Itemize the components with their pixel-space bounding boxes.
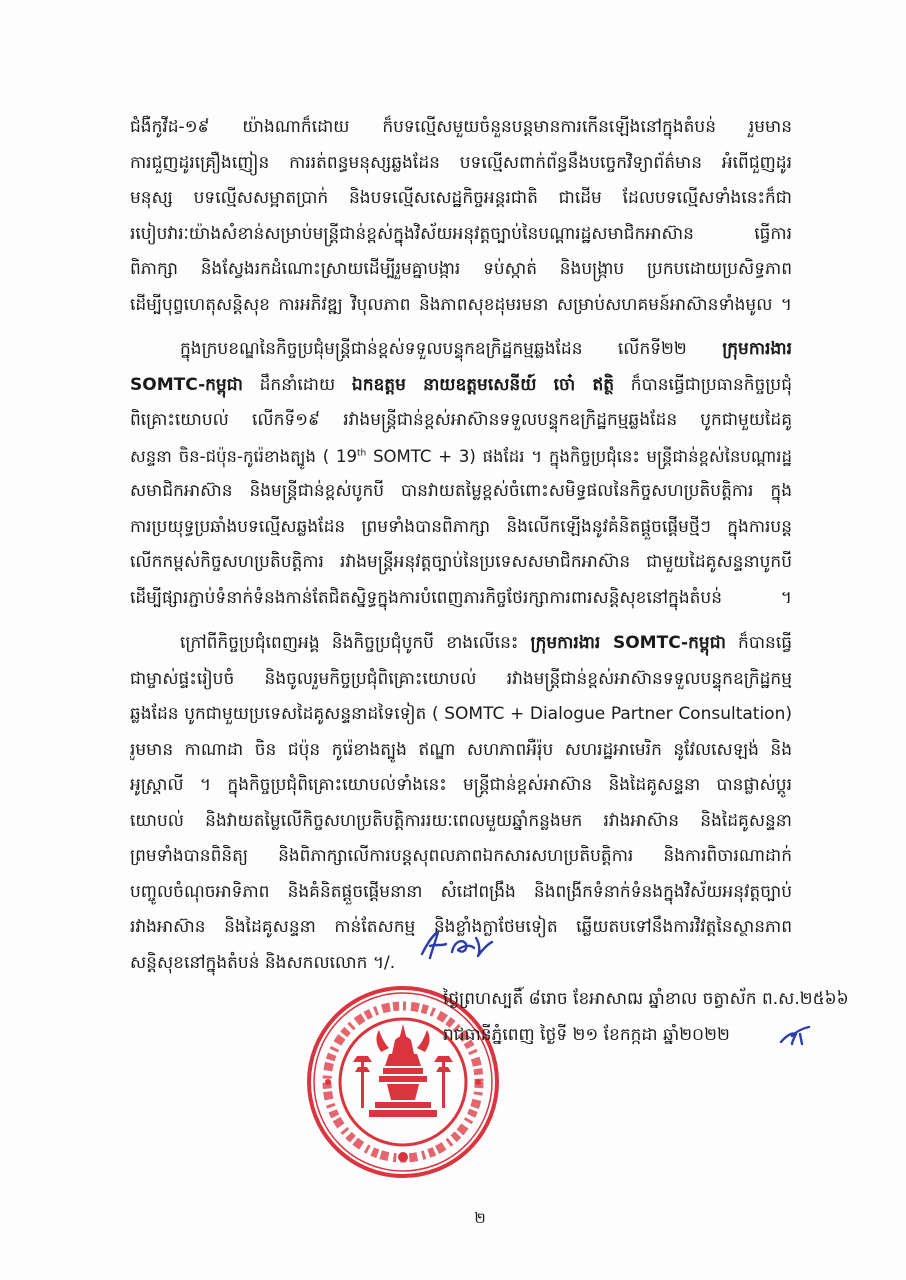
text-span: អូស្ត្រាលី ។ ក្នុងកិច្ចប្រជុំពិគ្រោះយោបល់ទាំងនេះ មន្ត្រីជាន់ខ្ពស់អាស៊ាន និងដៃគូសន្ទនា បានផ្លាស់ប្តូរ xyxy=(130,775,792,795)
text-span: ឆ្លងដែន បូកជាមួយប្រទេសដៃគូសន្ទនាដទៃទៀត ( SOMTC + Dialogue Partner Consultation) xyxy=(130,704,792,724)
text-span: ដើម្បីបុព្វហេតុសន្តិសុខ ការអភិវឌ្ឍ វិបុលភាព និងភាពសុខដុមរមនា សម្រាប់សហគមន៍អាស៊ានទាំងមូល ។ xyxy=(130,294,792,315)
text-span: SOMTC + 3) ផងដែរ ។ ក្នុងកិច្ចប្រជុំនេះ មន្ត្រីជាន់ខ្ពស់នៃបណ្តារដ្ឋ xyxy=(366,446,792,466)
bold-text: ក្រុមការងារ SOMTC-កម្ពុជា xyxy=(530,633,726,653)
text-line xyxy=(130,217,792,253)
lunar-date-line: ថ្ងៃព្រហស្បតិ៍ ៨រោច ខែអាសាឍ ឆ្នាំខាល ចត្វាស័ក ព.ស.២៥៦៦ xyxy=(443,989,849,1009)
text-span: របៀបវារៈយ៉ាងសំខាន់សម្រាប់មន្ត្រីជាន់ខ្ពស់ក្នុងវិស័យអនុវត្តច្បាប់នៃបណ្តារដ្ឋសមាជិកអាស៊ាន ធ្វើការ xyxy=(130,223,792,244)
text-span: រួមមាន កាណាដា ចិន ជប៉ុន កូរ៉េខាងត្បូង ឥណ្ឌា សហភាពអឺរ៉ុប សហរដ្ឋអាមេរិក នូវែលសេឡង់ និង xyxy=(130,739,792,760)
place-and-date-line: រាជធានីភ្នំពេញ ថ្ងៃទី ២១ ខែកក្កដា ឆ្នាំ២០២២ xyxy=(443,1025,730,1045)
text-span: ក៏បានធ្វើ xyxy=(725,633,792,653)
text-span: មនុស្ស បទល្មើសសម្អាតប្រាក់ និងបទល្មើសសេដ្ឋកិច្ចអន្តរជាតិ ជាដើម ដែលបទល្មើសទាំងនេះក៏ជា xyxy=(130,188,792,208)
text-line xyxy=(130,839,792,875)
text-span: សមាជិកអាស៊ាន និងមន្ត្រីជាន់ខ្ពស់បូកបី បានវាយតម្លៃខ្ពស់ចំពោះសមិទ្ធផលនៃកិច្ចសហប្រតិបត្តិការ ក្នុង xyxy=(130,481,792,501)
text-span: សន្តិសុខនៅក្នុងតំបន់ និងសកលលោក ។/. xyxy=(130,952,396,973)
text-line xyxy=(130,510,792,546)
text-line xyxy=(130,545,792,581)
text-line xyxy=(130,804,792,840)
text-span: ក៏បានធ្វើជាប្រធានកិច្ចប្រជុំ xyxy=(614,374,792,395)
page-number: ២ xyxy=(474,1209,486,1227)
text-line xyxy=(130,146,792,182)
text-span: យោបល់ និងវាយតម្លៃលើកិច្ចសហប្រតិបត្តិការរយៈពេលមួយឆ្នាំកន្លងមក រវាងអាស៊ាន និងដៃគូសន្ទនា xyxy=(130,810,792,831)
text-span: រវាងអាស៊ាន និងដៃគូសន្ទនា កាន់តែសកម្ម និងខ្លាំងក្លាថែមទៀត ឆ្លើយតបទៅនឹងការវិវត្តនៃស្ថានភាព xyxy=(130,917,792,937)
text-span: ដើម្បីផ្សារភ្ជាប់ទំនាក់ទំនងកាន់តែជិតស្និទ្ធក្នុងការបំពេញភារកិច្ចថែរក្សាការពារសន្តិសុខនៅក្នុងតំបន់ ។ xyxy=(130,587,792,608)
bold-text: SOMTC-កម្ពុជា xyxy=(130,374,243,395)
text-span: ដឹកនាំដោយ xyxy=(242,374,352,395)
text-line xyxy=(130,288,792,324)
bold-text: ឯកឧត្តម នាយឧត្តមសេនីយ៍ ចោ៎ ឥត្ថិ xyxy=(351,374,615,395)
text-line xyxy=(130,662,792,698)
text-line xyxy=(130,332,792,368)
superscript-text: th xyxy=(357,448,367,458)
text-span: ពិភាក្សា និងស្វែងរកដំណោះស្រាយដើម្បីរួមគ្នាបង្ការ ទប់ស្កាត់ និងបង្ក្រាប ប្រកបដោយប្រសិទ្ធភាព xyxy=(130,259,792,279)
text-line xyxy=(130,733,792,769)
text-line xyxy=(130,252,792,288)
text-span: សន្ទនា ចិន-ជប៉ុន-កូរ៉េខាងត្បូង ( 19 xyxy=(130,446,358,466)
text-span: ក្នុងក្របខណ្ឌនៃកិច្ចប្រជុំមន្ត្រីជាន់ខ្ពស់ទទួលបន្ទុកឧក្រិដ្ឋកម្មឆ្លងដែន លើកទី២២ xyxy=(180,339,723,359)
handwritten-initials-icon xyxy=(418,924,494,964)
text-span: បញ្ចូលចំណុចអាទិភាព និងគំនិតផ្តួចផ្តើមនានា សំដៅពង្រឹង និងពង្រីកទំនាក់ទំនងក្នុងវិស័យអនុវត្តច្បាប់ xyxy=(130,881,792,902)
text-line xyxy=(130,110,792,146)
text-line xyxy=(130,768,792,804)
text-line xyxy=(130,875,792,911)
paragraph xyxy=(130,110,792,323)
text-line xyxy=(130,697,792,733)
text-span: លើកកម្ពស់កិច្ចសហប្រតិបត្តិការ រវាងមន្ត្រីអនុវត្តច្បាប់នៃប្រទេសសមាជិកអាស៊ាន ជាមួយដៃគូសន្ទនាបូកបី xyxy=(130,552,792,572)
paragraph xyxy=(130,332,792,616)
text-line xyxy=(130,474,792,510)
body-text xyxy=(130,110,792,981)
text-span: ក្រៅពីកិច្ចប្រជុំពេញអង្គ និងកិច្ចប្រជុំបូកបី ខាងលើនេះ xyxy=(180,633,531,653)
text-line xyxy=(130,368,792,404)
text-span: ពិគ្រោះយោបល់ លើកទី១៩ រវាងមន្ត្រីជាន់ខ្ពស់អាស៊ានទទួលបន្ទុកឧក្រិដ្ឋកម្មឆ្លងដែន បូកជាមួយដៃគូ xyxy=(130,410,792,430)
text-line xyxy=(130,439,792,475)
text-span: ជំងឺកូវីដ-១៩ យ៉ាងណាក៏ដោយ ក៏បទល្មើសមួយចំនួនបន្តមានការកើនឡើងនៅក្នុងតំបន់ រួមមាន xyxy=(130,117,792,137)
text-line xyxy=(130,581,792,617)
text-line xyxy=(130,626,792,662)
text-line xyxy=(130,181,792,217)
text-span: ការប្រយុទ្ធប្រឆាំងបទល្មើសឆ្លងដែន ព្រមទាំងបានពិភាក្សា និងលើកឡើងនូវគំនិតផ្តួចផ្តើមថ្មីៗ ក្នុងការបន្ត xyxy=(130,516,792,537)
text-span: ជាម្ចាស់ផ្ទះរៀបចំ និងចូលរួមកិច្ចប្រជុំពិគ្រោះយោបល់ រវាងមន្ត្រីជាន់ខ្ពស់អាស៊ានទទួលបន្ទុកឧក្រិដ្ឋកម្ម xyxy=(130,668,792,689)
text-span: ព្រមទាំងបានពិនិត្យ និងពិភាក្សាលើការបន្តសុពលភាពឯកសារសហប្រតិបត្តិការ និងការពិចារណាដាក់ xyxy=(130,846,792,866)
bold-text: ក្រុមការងារ xyxy=(722,339,792,359)
text-span: ការជួញដូរគ្រឿងញៀន ការរត់ពន្ធមនុស្សឆ្លងដែន បទល្មើសពាក់ព័ន្ធនឹងបច្ចេកវិទ្យាព័ត៌មាន អំពើជួញដូរ xyxy=(130,152,792,173)
text-line xyxy=(130,403,792,439)
